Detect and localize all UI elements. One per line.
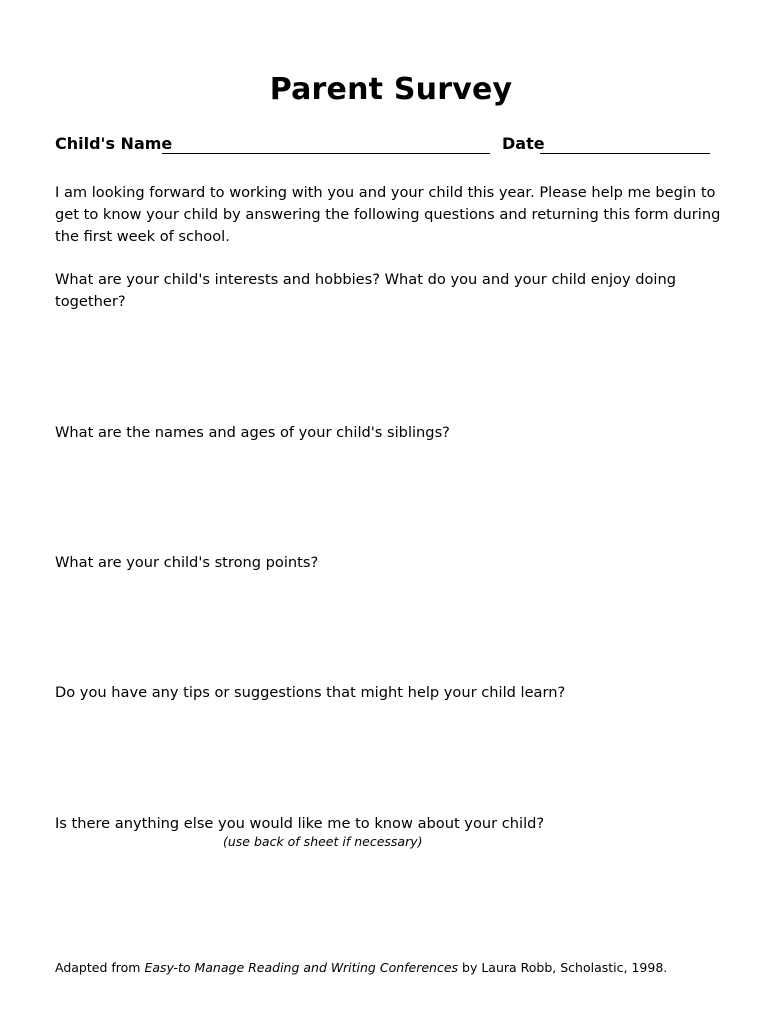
date-field[interactable] xyxy=(540,153,710,154)
back-of-sheet-note: (use back of sheet if necessary) xyxy=(223,834,423,849)
question-anything-else: Is there anything else you would like me to know about your child? xyxy=(55,815,545,832)
date-label: Date xyxy=(502,134,545,153)
intro-paragraph: I am looking forward to working with you and your child this year. Please help me begin to get to know your child by answering the following questions and returning this form during the first week of school. xyxy=(55,184,721,245)
question-strong-points: What are your child's strong points? xyxy=(55,554,319,571)
child-name-label: Child's Name xyxy=(55,134,173,153)
page-title: Parent Survey xyxy=(269,72,513,107)
citation-book-title: Easy-to Manage Reading and Writing Conferences xyxy=(144,960,459,975)
header-fields xyxy=(55,134,725,158)
question-tips: Do you have any tips or suggestions that might help your child learn? xyxy=(55,684,566,701)
question-interests: What are your child's interests and hobbies? What do you and your child enjoy doing together? xyxy=(55,271,676,310)
question-siblings: What are the names and ages of your child's siblings? xyxy=(55,424,450,441)
citation-suffix: by Laura Robb, Scholastic, 1998. xyxy=(458,960,668,975)
citation-prefix: Adapted from xyxy=(55,960,145,975)
child-name-field[interactable] xyxy=(162,153,490,154)
citation-footer xyxy=(55,960,667,975)
